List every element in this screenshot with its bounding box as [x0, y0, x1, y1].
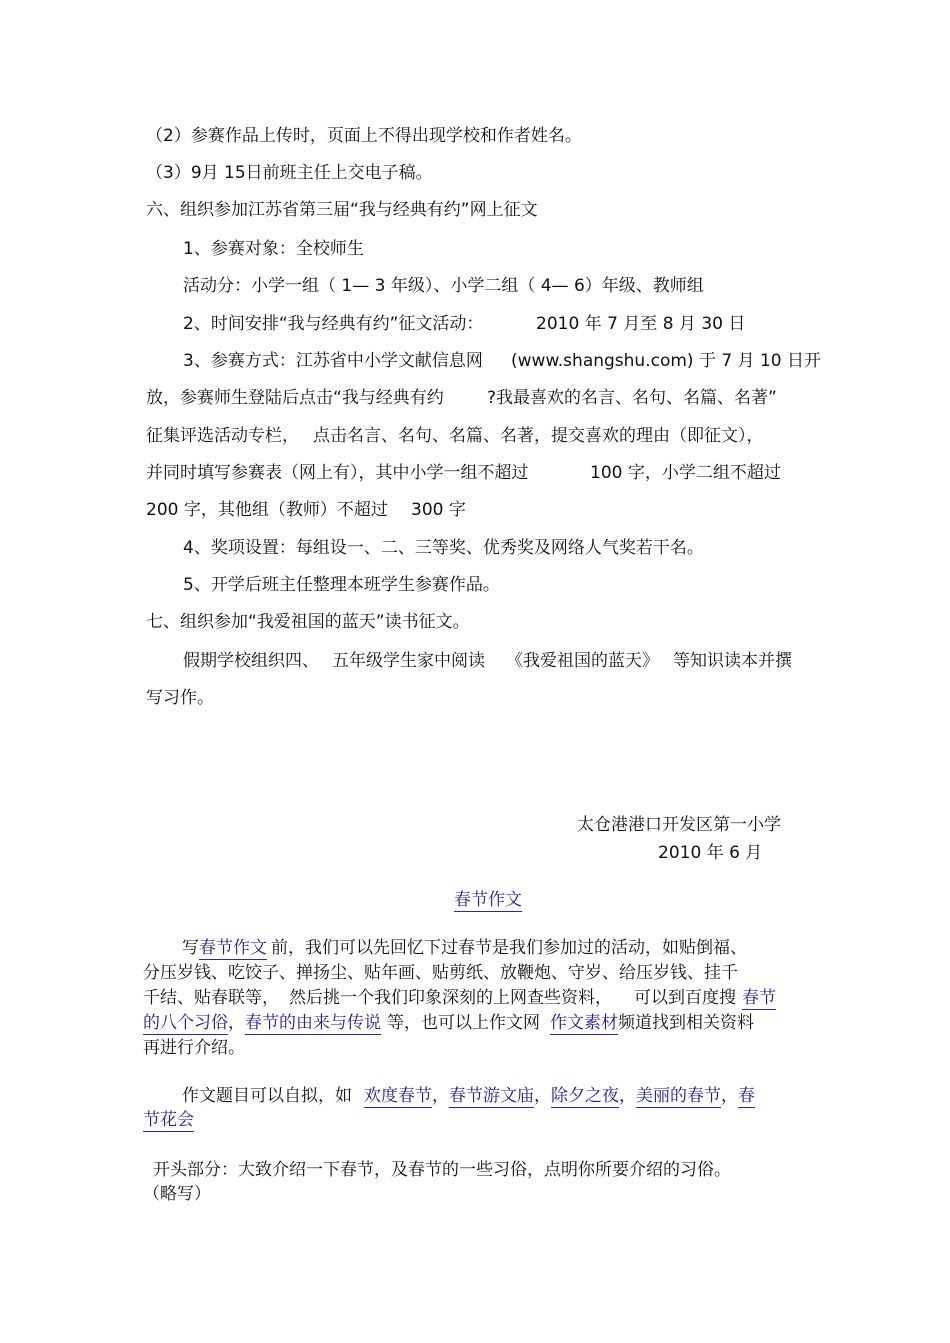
text: ， [721, 1086, 738, 1106]
essay-link-meili[interactable]: 美丽的春节 [636, 1086, 721, 1106]
essay-link-chunjie[interactable]: 春节 [742, 988, 776, 1008]
essay-p3-line2: （略写） [143, 1184, 211, 1204]
method-label: 3、参赛方式：江苏省中小学文献信息网 [183, 351, 483, 371]
essay-link-huahui-b[interactable]: 节花会 [143, 1110, 194, 1130]
method-line-3b: 点击名言、名句、名篇、名著，提交喜欢的理由（即征文）， [313, 426, 764, 446]
essay-p2-line2 [143, 1110, 194, 1130]
method-line-5a: 200 字，其他组（教师）不超过 [146, 500, 388, 520]
section-7-heading: 七、组织参加“我爱祖国的蓝天”读书征文。 [146, 612, 470, 632]
essay-title-link[interactable]: 春节作文 [454, 890, 522, 910]
schedule-label: 2、时间安排“我与经典有约”征文活动： [183, 314, 484, 334]
text: 作文题目可以自拟，如 [182, 1086, 352, 1106]
schedule-dates: 2010 年 7 月至 8 月 30 日 [536, 314, 746, 334]
item-2-line: （2）参赛作品上传时，页面上不得出现学校和作者姓名。 [146, 126, 582, 146]
awards-line: 4、奖项设置：每组设一、二、三等奖、优秀奖及网络人气奖若干名。 [183, 538, 704, 558]
essay-link-chunjie-zuowen[interactable]: 春节作文 [199, 938, 267, 958]
groups-line: 活动分：小学一组（ 1— 3 年级）、小学二组（ 4— 6）年级、教师组 [183, 276, 704, 296]
text: 可以到百度搜 [634, 988, 736, 1008]
method-line-3a: 征集评选活动专栏， [146, 426, 299, 446]
reading-line-b: 五年级学生家中阅读 [332, 651, 485, 671]
participants-line: 1、参赛对象：全校师生 [183, 239, 364, 259]
text: ， [619, 1086, 636, 1106]
section-6-heading: 六、组织参加江苏省第三届“我与经典有约”网上征文 [146, 200, 538, 220]
essay-p1-line1 [182, 938, 747, 958]
essay-p1-line4 [143, 1013, 754, 1033]
text: ， [432, 1086, 449, 1106]
item-3-line: （3）9月 15日前班主任上交电子稿。 [146, 163, 433, 183]
signature-date: 2010 年 6 月 [658, 843, 763, 863]
reading-line-c: 《我爱祖国的蓝天》 [506, 651, 659, 671]
essay-link-eight-customs[interactable]: 的八个习俗 [143, 1013, 228, 1033]
method-line-5b: 300 字 [411, 500, 466, 520]
essay-p1-line5: 再进行介绍。 [143, 1038, 245, 1058]
text: 等，也可以上作文网 [387, 1013, 540, 1033]
reading-line-a: 假期学校组织四、 [183, 651, 319, 671]
method-website: (www.shangshu.com) 于 7 月 10 日开 [511, 351, 822, 371]
essay-p1-line3 [143, 988, 776, 1008]
text: 千结、贴春联等， [143, 988, 279, 1008]
text: ， [228, 1013, 245, 1033]
reading-line-2: 写习作。 [146, 688, 214, 708]
text: 前，我们可以先回忆下过春节是我们参加过的活动，如贴倒福、 [271, 938, 747, 958]
method-line-4a: 并同时填写参赛表（网上有），其中小学一组不超过 [146, 463, 529, 483]
essay-p1-line2: 分压岁钱、吃饺子、掸扬尘、贴年画、贴剪纸、放鞭炮、守岁、给压岁钱、挂千 [143, 963, 738, 983]
text: ， [534, 1086, 551, 1106]
essay-link-chuxi[interactable]: 除夕之夜 [551, 1086, 619, 1106]
method-line-4b: 100 字，小学二组不超过 [590, 463, 781, 483]
text: 然后挑一个我们印象深刻的上网查些资料， [289, 988, 612, 1008]
essay-link-huahui-a[interactable]: 春 [738, 1086, 755, 1106]
text: 写 [182, 938, 199, 958]
essay-link-wenmiao[interactable]: 春节游文庙 [449, 1086, 534, 1106]
reading-line-d: 等知识读本并撰 [673, 651, 792, 671]
essay-link-huandu[interactable]: 欢度春节 [364, 1086, 432, 1106]
essay-title[interactable] [454, 890, 522, 910]
method-line-2b: ?我最喜欢的名言、名句、名篇、名著” [487, 388, 777, 408]
essay-link-material[interactable]: 作文素材 [550, 1013, 618, 1033]
essay-p3-line1: 开头部分：大致介绍一下春节，及春节的一些习俗，点明你所要介绍的习俗。 [153, 1160, 731, 1180]
text: 频道找到相关资料 [618, 1013, 754, 1033]
essay-p2-line1 [182, 1086, 755, 1106]
essay-link-origin-legend[interactable]: 春节的由来与传说 [245, 1013, 381, 1033]
school-name: 太仓港港口开发区第一小学 [577, 815, 781, 835]
method-line-2a: 放，参赛师生登陆后点击“我与经典有约 [146, 388, 444, 408]
collect-line: 5、开学后班主任整理本班学生参赛作品。 [183, 575, 500, 595]
